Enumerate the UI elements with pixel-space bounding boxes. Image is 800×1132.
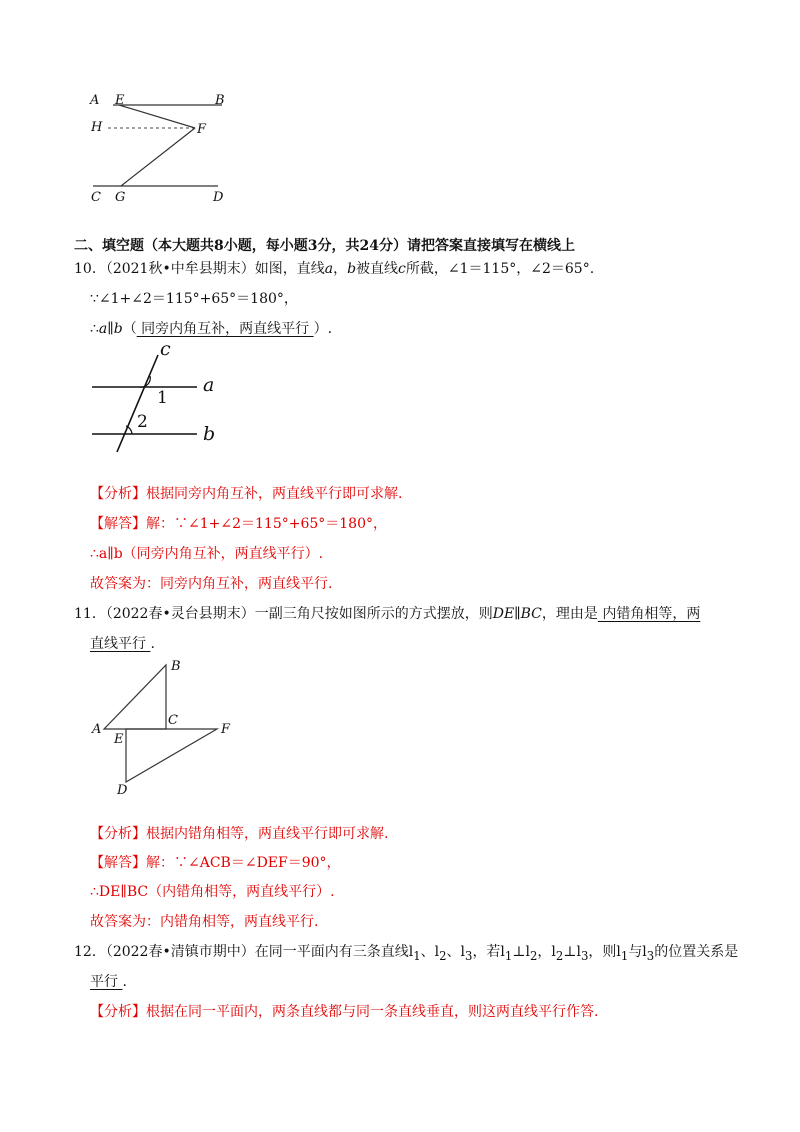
label-C: C	[91, 190, 101, 205]
tri-label-E: E	[114, 732, 124, 747]
q12-sub-1: 1	[413, 948, 421, 963]
q12-analysis-tag: 【分析】	[90, 1004, 146, 1020]
q11-final: 故答案为：内错角相等，两直线平行.	[90, 914, 319, 930]
q10-mid: 被直线	[356, 261, 399, 277]
section-title: 二、填空题（本大题共8小题，每小题3分，共24分）请把答案直接填写在横线上	[74, 238, 575, 254]
q10-step1: ∵∠1+∠2＝115°+65°＝180°，	[90, 291, 298, 307]
q10-therefore: ∴	[90, 321, 99, 337]
q10-a: a	[324, 261, 334, 277]
q12-sub-p1: 1	[504, 948, 513, 963]
q11-number: 11．	[74, 606, 106, 622]
q10-question	[74, 258, 594, 278]
q12-question	[74, 941, 738, 963]
q12-number: 12．	[74, 944, 106, 960]
q12-sub-p5: 1	[620, 948, 629, 963]
q11-end: .	[150, 636, 155, 652]
q12-analysis-text: 根据在同一平面内，两条直线都与同一条直线垂直，则这两直线平行作答.	[146, 1004, 599, 1020]
q10-conclusion: ∴a∥b（同旁内角互补，两直线平行）.	[90, 546, 324, 562]
label-b: b	[203, 423, 216, 445]
label-angle-2: 2	[137, 412, 148, 432]
q10-analysis-tag: 【分析】	[90, 486, 146, 502]
tri-label-D: D	[117, 783, 128, 798]
q12-source: （2022春•清镇市期中）在同一平面内有三条直线l	[105, 944, 414, 960]
q12-c2: 、l	[446, 944, 466, 960]
label-E: E	[115, 93, 125, 108]
q10-solution-tag: 【解答】	[90, 516, 146, 532]
q10-step2	[90, 318, 332, 338]
q10-source: （2021秋•中牟县期末）如图，直线	[105, 261, 325, 277]
q12-end: .	[122, 974, 127, 990]
figure-transversal-svg	[0, 340, 800, 460]
q12-sub-p2: 2	[530, 948, 538, 963]
q10-sep: ，	[333, 261, 348, 277]
q12-cond: ，若l	[472, 944, 505, 960]
q10-b: b	[347, 261, 357, 277]
q10-number: 10．	[74, 261, 106, 277]
q11-analysis-text: 根据内错角相等，两直线平行即可求解.	[146, 826, 389, 842]
q11-solution	[90, 852, 341, 872]
q11-question	[74, 603, 700, 623]
q11-analysis-tag: 【分析】	[90, 826, 146, 842]
q10-analysis-text: 根据同旁内角互补，两直线平行即可求解.	[146, 486, 403, 502]
q11-solution-tag: 【解答】	[90, 855, 146, 871]
q10-analysis	[90, 483, 402, 503]
q12-perp2: ⊥l	[563, 944, 581, 960]
q12-and: 与l	[628, 944, 647, 960]
q10-relation: a∥b	[98, 321, 123, 337]
q12-sub-3: 3	[465, 948, 473, 963]
q12-answer: 平行	[90, 974, 123, 990]
q11-relation: DE∥BC	[492, 606, 542, 622]
label-G: G	[115, 190, 126, 205]
q11-conclusion: ∴DE∥BC（内错角相等，两直线平行）.	[90, 884, 335, 900]
q12-sub-p4: 3	[580, 948, 589, 963]
q12-c3: ，l	[537, 944, 556, 960]
q12-q: ，则l	[588, 944, 621, 960]
q10-solution	[90, 513, 387, 533]
q11-solution-text: 解：∵∠ACB＝∠DEF＝90°，	[146, 855, 341, 871]
q11-mid: ，理由是	[541, 606, 598, 622]
q10-close: ）.	[313, 321, 333, 337]
q12-sub-2: 2	[439, 948, 447, 963]
tri-label-B: B	[171, 659, 181, 674]
label-B: B	[215, 93, 225, 108]
label-angle-1: 1	[157, 388, 168, 408]
tri-label-C: C	[168, 713, 178, 728]
q10-rest: 所截，∠1＝115°，∠2＝65°.	[405, 261, 595, 277]
q11-answer-part2: 直线平行	[90, 636, 151, 652]
q12-analysis	[90, 1001, 598, 1021]
q12-answer-line	[90, 971, 127, 991]
tri-label-F: F	[221, 722, 231, 737]
q10-final: 故答案为：同旁内角互补，两直线平行.	[90, 576, 333, 592]
q12-perp1: ⊥l	[512, 944, 530, 960]
q12-sub-p6: 3	[646, 948, 655, 963]
label-D: D	[213, 190, 224, 205]
q12-c1: 、l	[420, 944, 440, 960]
q10-open: （	[122, 321, 137, 337]
label-F: F	[197, 122, 207, 137]
label-c: c	[160, 338, 171, 360]
q12-sub-p3: 2	[555, 948, 564, 963]
label-a: a	[203, 374, 215, 396]
q10-answer: 同旁内角互补，两直线平行	[136, 321, 314, 337]
q11-answer-part1: 内错角相等，两	[597, 606, 701, 622]
q12-tail: 的位置关系是	[654, 944, 739, 960]
label-A: A	[90, 93, 100, 108]
tri-label-A: A	[92, 722, 102, 737]
q10-c: c	[398, 261, 406, 277]
label-H: H	[91, 120, 103, 135]
q10-solution-text: 解：∵∠1+∠2＝115°+65°＝180°，	[146, 516, 387, 532]
q11-source: （2022春•灵台县期末）一副三角尺按如图所示的方式摆放，则	[105, 606, 493, 622]
q11-analysis	[90, 823, 388, 843]
